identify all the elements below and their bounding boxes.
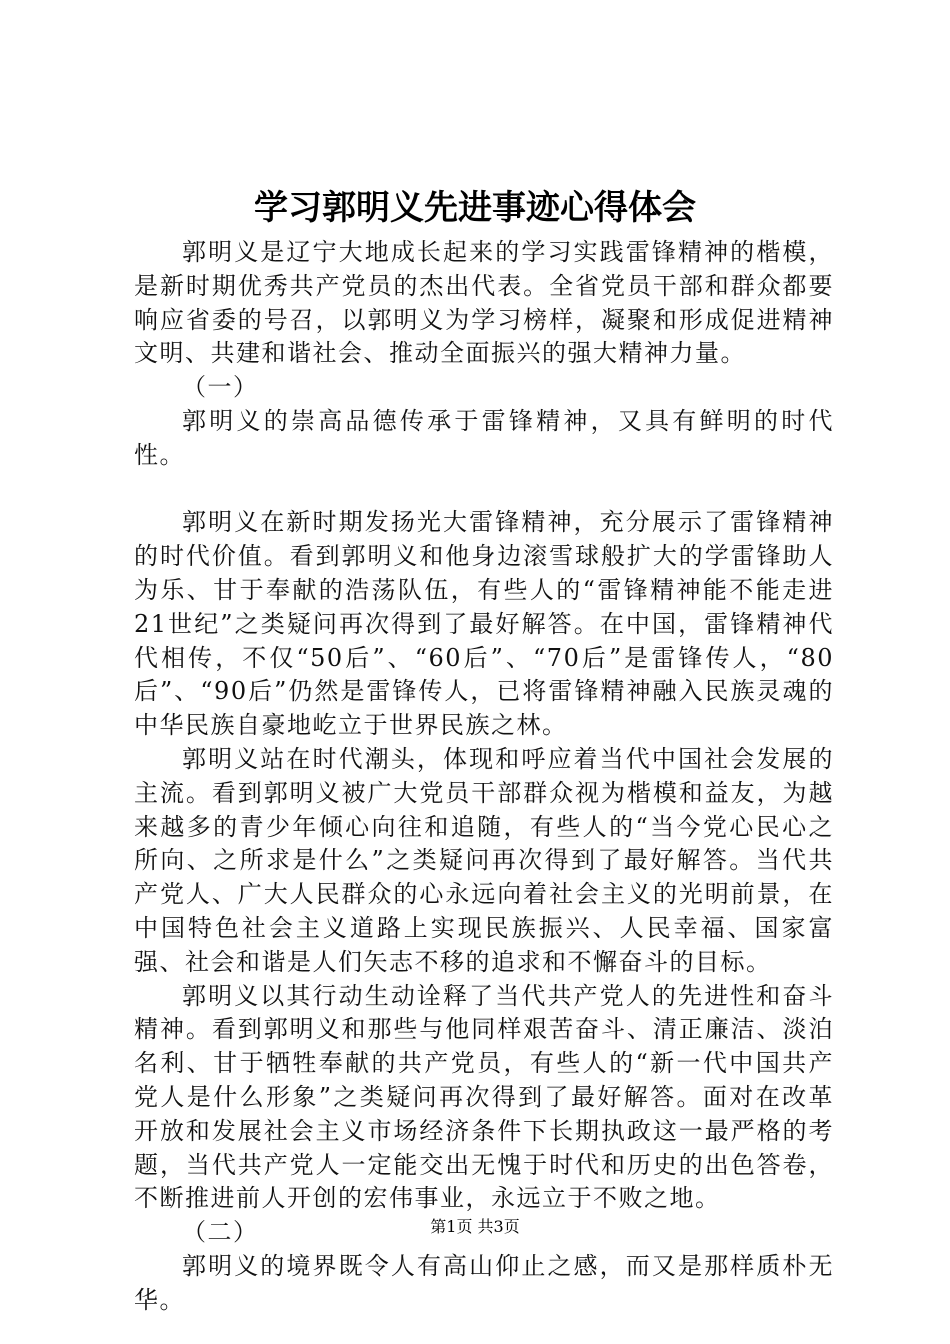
page-number-footer: 第1页 共3页 (430, 1217, 520, 1236)
section-1-lead: 郭明义的崇高品德传承于雷锋精神，又具有鲜明的时代性。 (134, 406, 834, 469)
intro-paragraph: 郭明义是辽宁大地成长起来的学习实践雷锋精神的楷模，是新时期优秀共产党员的杰出代表。全省党员干部和群众都要响应省委的号召，以郭明义为学习榜样，凝聚和形成促进精神文明、共建和谐社会、推动全面振兴的强大精神力量。 (134, 238, 834, 368)
section-2-lead: 郭明义的境界既令人有高山仰止之感，而又是那样质朴无华。 (134, 1251, 834, 1314)
document-title: 学习郭明义先进事迹心得体会 (254, 188, 696, 228)
body-paragraph: 郭明义在新时期发扬光大雷锋精神，充分展示了雷锋精神的时代价值。看到郭明义和他身边滚雪球般扩大的学雷锋助人为乐、甘于奉献的浩荡队伍，有些人的“雷锋精神能不能走进21世纪”之类疑问再次得到了最好解答。在中国，雷锋精神代代相传，不仅“50后”、“60后”、“70后”是雷锋传人，“80后”、“90后”仍然是雷锋传人，已将雷锋精神融入民族灵魂的中华民族自豪地屹立于世界民族之林。 (134, 508, 834, 740)
section-heading-1: （一） (182, 373, 259, 402)
body-paragraph: 郭明义站在时代潮头，体现和呼应着当代中国社会发展的主流。看到郭明义被广大党员干部群众视为楷模和益友，为越来越多的青少年倾心向往和追随，有些人的“当今党心民心之所向、之所求是什么”之类疑问再次得到了最好解答。当代共产党人、广大人民群众的心永远向着社会主义的光明前景，在中国特色社会主义道路上实现民族振兴、人民幸福、国家富强、社会和谐是人们矢志不移的追求和不懈奋斗的目标。 (134, 744, 834, 976)
body-paragraph: 郭明义以其行动生动诠释了当代共产党人的先进性和奋斗精神。看到郭明义和那些与他同样艰苦奋斗、清正廉洁、淡泊名利、甘于牺牲奉献的共产党员，有些人的“新一代中国共产党人是什么形象”之类疑问再次得到了最好解答。面对在改革开放和发展社会主义市场经济条件下长期执政这一最严格的考题，当代共产党人一定能交出无愧于时代和历史的出色答卷，不断推进前人开创的宏伟事业，永远立于不败之地。 (134, 981, 834, 1213)
document-body (134, 236, 834, 1318)
section-heading-2: （二） (182, 1218, 259, 1247)
